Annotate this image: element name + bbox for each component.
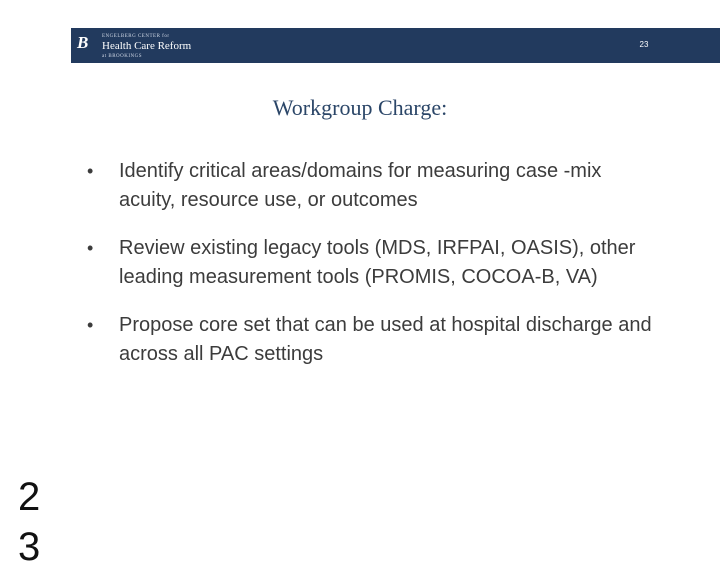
brookings-logo-icon: B: [77, 33, 89, 52]
bullet-list: [87, 157, 687, 388]
header-bar: [71, 28, 720, 63]
logo-center-label: ENGELBERG CENTER for: [102, 34, 170, 39]
logo-name: Health Care Reform: [102, 40, 192, 52]
slide-title: Workgroup Charge:: [272, 95, 448, 120]
bullet-marker: •: [87, 238, 94, 258]
bullet-marker: •: [87, 161, 94, 181]
slide-number: 23: [639, 40, 649, 49]
bullet-item: [87, 234, 687, 292]
logo-institution-label: at BROOKINGS: [102, 54, 143, 59]
bullet-item: [87, 311, 687, 369]
bullet-text: Propose core set that can be used at hospital discharge and across all PAC settings: [119, 314, 652, 365]
bullet-text: Review existing legacy tools (MDS, IRFPAI, OASIS), other leading measurement tools (PROMIS, COCOA-B, VA): [119, 237, 636, 288]
corner-slide-number: 2 3: [18, 475, 41, 569]
bullet-item: [87, 157, 687, 215]
bullet-marker: •: [87, 315, 94, 335]
bullet-text: Identify critical areas/domains for measuring case -mix acuity, resource use, or outcomes: [119, 160, 602, 211]
